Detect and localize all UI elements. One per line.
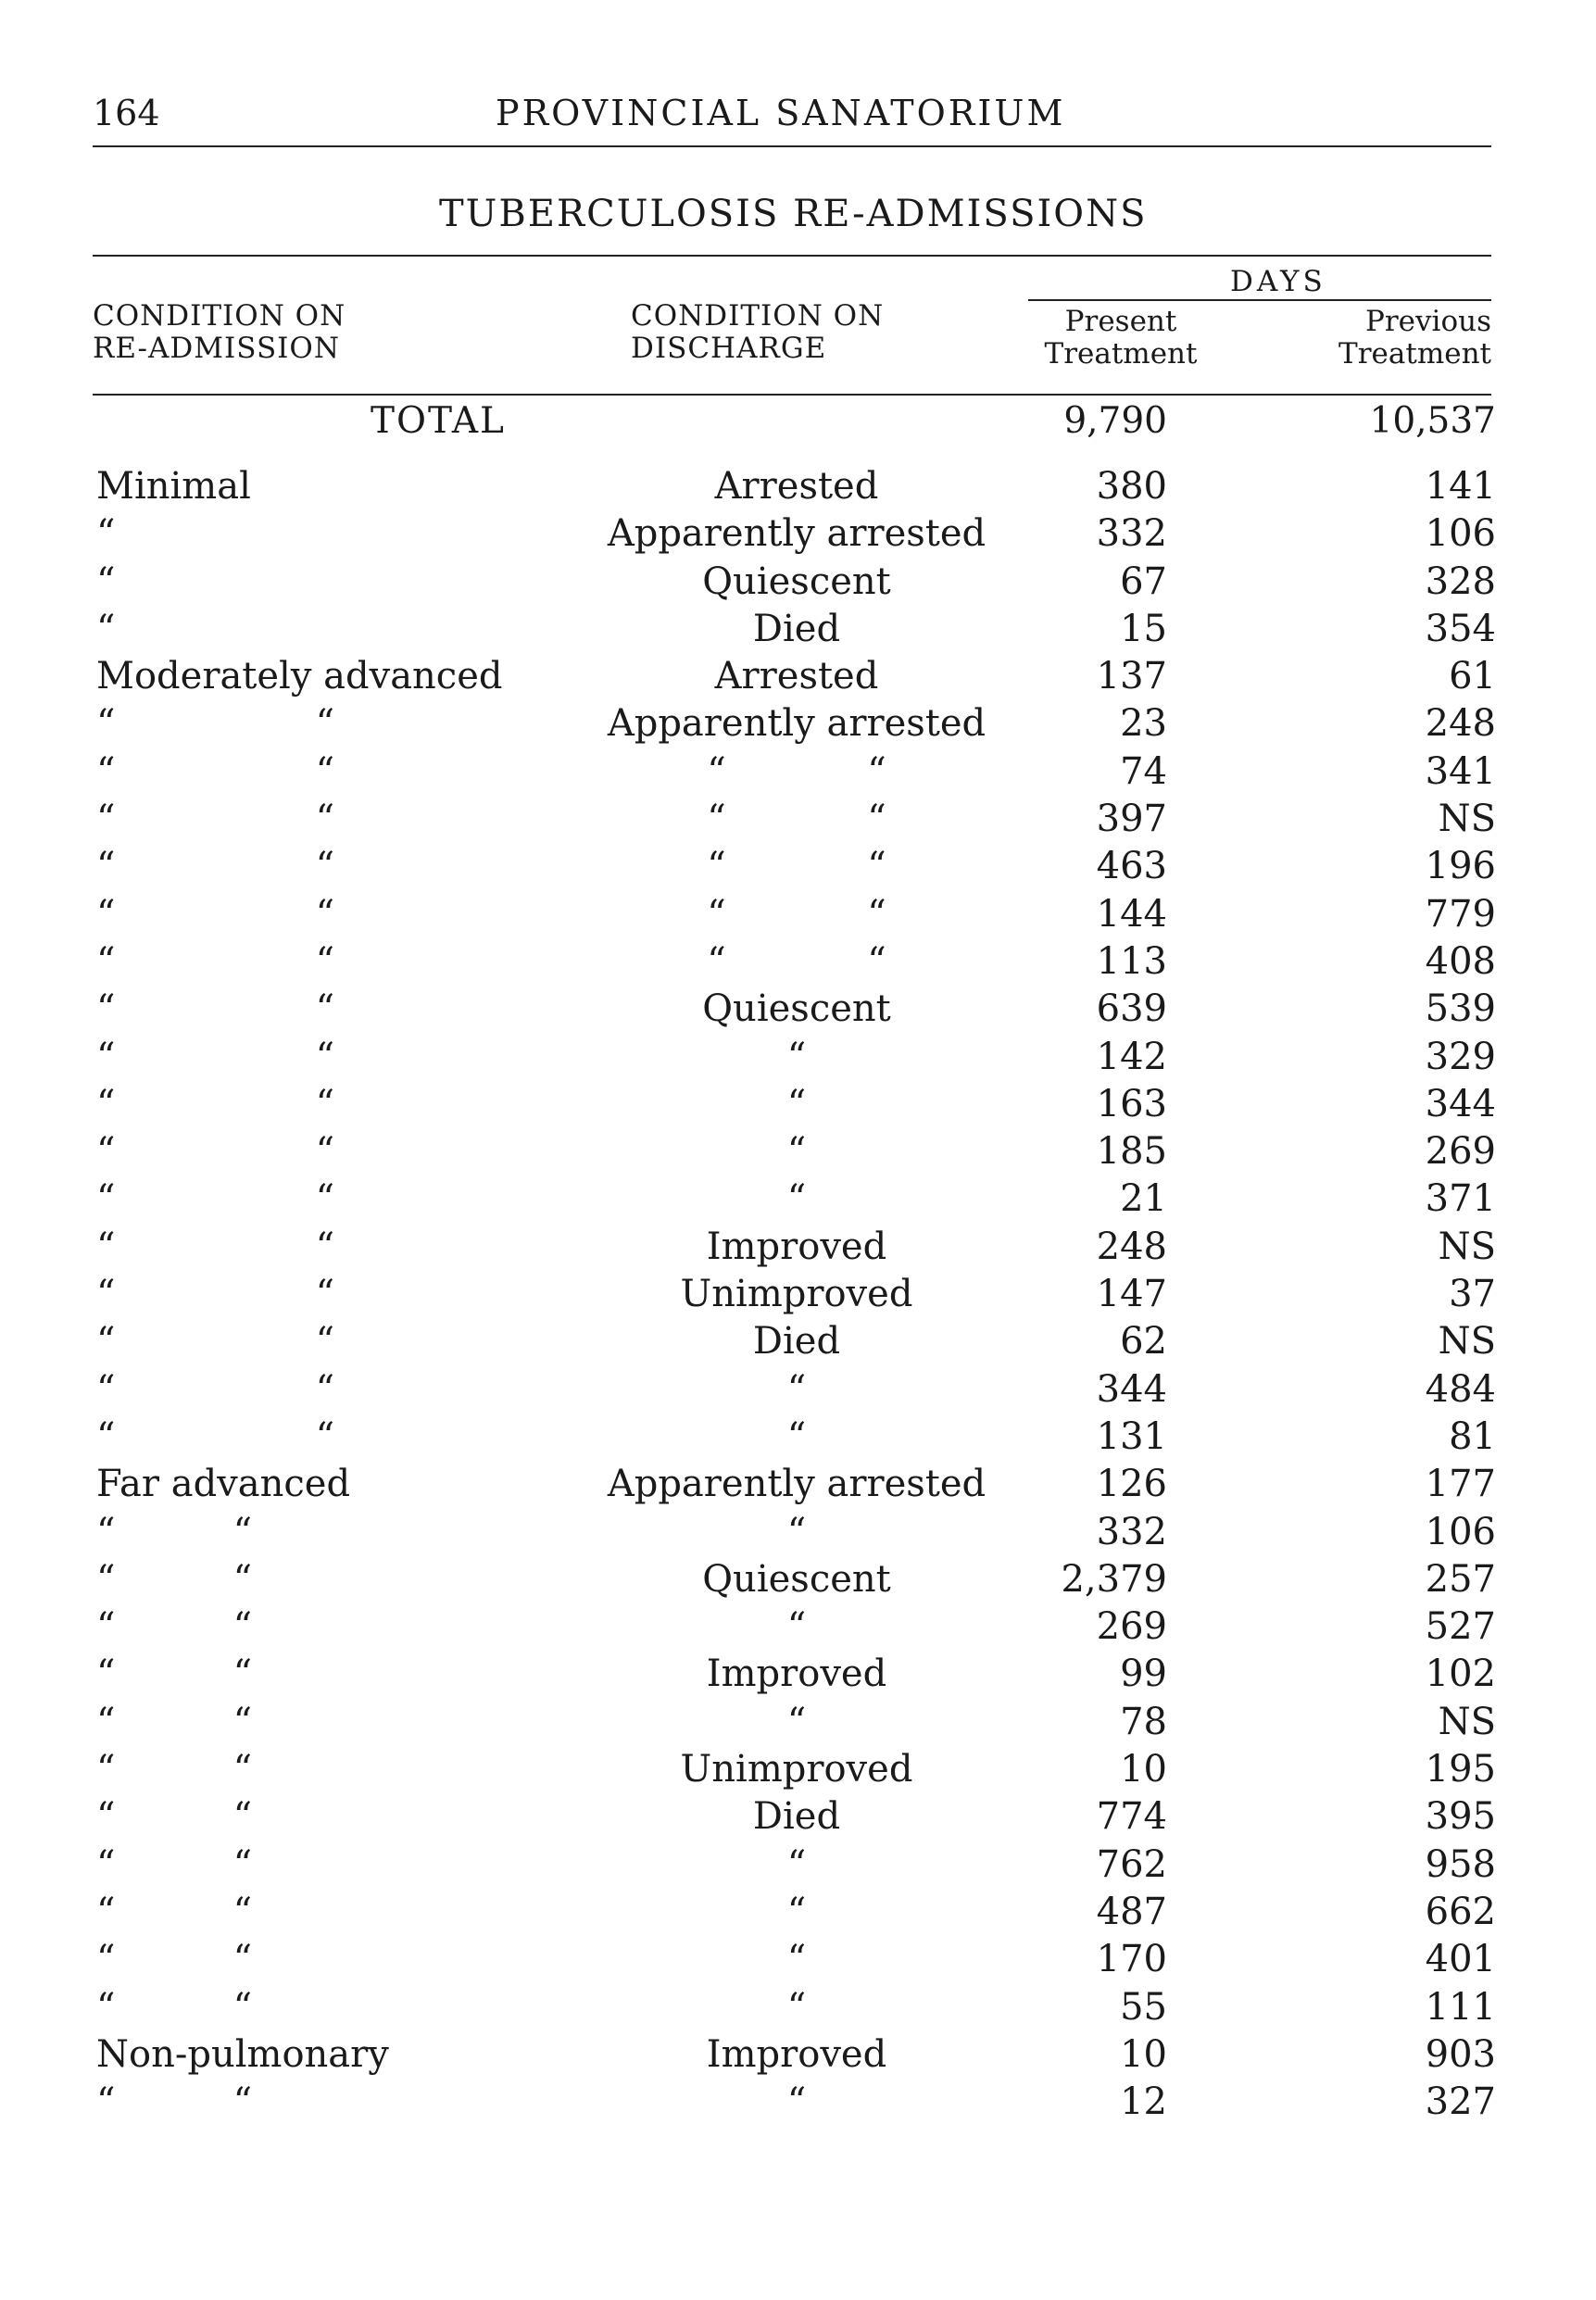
previous-treatment-days: 81 [1449,1414,1496,1458]
table-row [0,700,1596,748]
present-treatment-days: 23 [1120,702,1167,746]
condition-on-discharge: “ “ [707,749,886,793]
previous-treatment-days: 527 [1425,1605,1496,1649]
previous-header-line2: Treatment [1338,337,1491,371]
condition-on-discharge: Arrested [714,655,879,698]
previous-treatment-days: 106 [1425,512,1496,556]
present-treatment-days: 170 [1096,1938,1167,1981]
page-number: 164 [93,93,160,133]
table-row [0,1889,1596,1936]
present-treatment-days: 62 [1120,1320,1167,1364]
condition-on-readmission: “ “ [96,1177,335,1221]
present-treatment-days: 74 [1120,749,1167,793]
present-treatment-days: 113 [1096,939,1167,983]
previous-treatment-days: 327 [1425,2080,1496,2124]
condition-on-discharge: “ “ [707,845,886,888]
present-treatment-days: 269 [1096,1605,1167,1649]
condition-on-readmission: “ “ [96,798,335,841]
running-head [93,93,1491,146]
previous-treatment-days: 401 [1425,1938,1496,1981]
condition-on-discharge: Apparently arrested [607,1463,987,1506]
table-row [0,2031,1596,2079]
condition-on-readmission: “ [96,512,116,556]
present-treatment-days: 332 [1096,512,1167,556]
previous-treatment-days: 354 [1425,607,1496,650]
previous-treatment-days: 61 [1449,655,1496,698]
present-treatment-days: 774 [1096,1795,1167,1839]
table-row [0,606,1596,653]
table-row [0,1984,1596,2031]
present-treatment-days: 131 [1096,1414,1167,1458]
condition-on-discharge: “ [786,1842,807,1886]
previous-treatment-days: NS [1438,798,1496,841]
present-treatment-days: 344 [1096,1367,1167,1411]
condition-on-readmission: “ “ [96,2080,253,2124]
total-present: 9,790 [1063,400,1167,442]
condition-on-readmission: “ “ [96,1320,335,1364]
header-rule [93,145,1491,147]
previous-treatment-days: 408 [1425,939,1496,983]
previous-treatment-days: 329 [1425,1035,1496,1078]
present-treatment-days: 147 [1096,1273,1167,1316]
previous-treatment-days: 196 [1425,845,1496,888]
table-row [0,1318,1596,1365]
condition-on-discharge: “ [786,1890,807,1933]
condition-on-discharge: “ [786,1605,807,1649]
table-row [0,559,1596,606]
present-treatment-days: 248 [1096,1225,1167,1268]
condition-on-discharge: Unimproved [680,1748,913,1791]
condition-on-readmission: “ “ [96,1842,253,1886]
condition-on-discharge: “ [786,1985,807,2029]
condition-on-readmission: “ “ [96,1273,335,1316]
table-row [0,1366,1596,1414]
condition-on-discharge: Died [752,1795,841,1839]
running-title: PROVINCIAL SANATORIUM [496,93,1066,133]
condition-on-discharge: “ [786,2080,807,2124]
condition-on-readmission: “ “ [96,749,335,793]
present-treatment-days: 487 [1096,1890,1167,1933]
condition-on-discharge: Unimproved [680,1273,913,1316]
present-treatment-days: 21 [1120,1177,1167,1221]
previous-header-line1: Previous [1365,305,1491,338]
condition-on-discharge: “ “ [707,892,886,936]
condition-on-discharge: Apparently arrested [607,702,987,746]
present-treatment-days: 67 [1120,559,1167,603]
present-treatment-days: 78 [1120,1700,1167,1743]
present-treatment-days: 10 [1120,2032,1167,2076]
present-treatment-days: 762 [1096,1842,1167,1886]
table-row [0,1793,1596,1841]
present-treatment-days: 2,379 [1061,1557,1167,1601]
condition-on-readmission: “ “ [96,1985,253,2029]
condition-on-discharge: “ [786,1510,807,1553]
discharge-header-line1: CONDITION ON [631,299,885,333]
table-top-rule [93,255,1491,257]
present-treatment-days: 463 [1096,845,1167,888]
table-row [0,1461,1596,1508]
previous-treatment-days: 248 [1425,702,1496,746]
previous-treatment-days: 141 [1425,465,1496,508]
condition-on-discharge: “ “ [707,939,886,983]
condition-on-discharge: “ [786,1367,807,1411]
previous-treatment-days: 341 [1425,749,1496,793]
previous-treatment-days: 328 [1425,559,1496,603]
previous-treatment-days: NS [1438,1700,1496,1743]
present-header-line1: Present [1064,305,1177,338]
table-row [0,1081,1596,1128]
condition-on-readmission: Minimal [96,465,251,508]
table-row [0,1556,1596,1603]
condition-on-readmission: Non-pulmonary [96,2032,389,2076]
previous-treatment-days: 662 [1425,1890,1496,1933]
admission-header-line2: RE-ADMISSION [93,332,340,365]
condition-on-readmission: “ “ [96,939,335,983]
condition-on-readmission: “ “ [96,1035,335,1078]
present-treatment-days: 137 [1096,655,1167,698]
previous-treatment-days: 102 [1425,1653,1496,1696]
table-row [0,1175,1596,1223]
previous-treatment-days: 958 [1425,1842,1496,1886]
total-previous: 10,537 [1369,400,1496,442]
table-row [0,891,1596,938]
table-row [0,1414,1596,1461]
previous-treatment-days: 177 [1425,1463,1496,1506]
present-treatment-days: 332 [1096,1510,1167,1553]
condition-on-readmission: “ “ [96,1510,253,1553]
condition-on-readmission: “ [96,607,116,650]
days-header-rule [1028,299,1491,301]
previous-treatment-days: NS [1438,1225,1496,1268]
present-treatment-days: 163 [1096,1082,1167,1125]
previous-treatment-days: 269 [1425,1130,1496,1174]
table-row [0,510,1596,558]
table-row [0,748,1596,796]
present-treatment-days: 397 [1096,798,1167,841]
condition-on-discharge: “ [786,1082,807,1125]
condition-on-discharge: “ [786,1700,807,1743]
condition-on-readmission: “ “ [96,1795,253,1839]
present-treatment-days: 15 [1120,607,1167,650]
table-row [0,1699,1596,1746]
table-title: TUBERCULOSIS RE-ADMISSIONS [439,193,1148,235]
previous-treatment-days: 37 [1449,1273,1496,1316]
table-body [0,463,1596,2126]
column-header-present [1028,306,1213,371]
present-treatment-days: 144 [1096,892,1167,936]
condition-on-readmission: “ “ [96,1938,253,1981]
previous-treatment-days: 779 [1425,892,1496,936]
header-bottom-rule [93,394,1491,396]
previous-treatment-days: 257 [1425,1557,1496,1601]
table-row [0,1271,1596,1318]
condition-on-readmission: “ “ [96,1557,253,1601]
previous-treatment-days: 484 [1425,1367,1496,1411]
table-row [0,1034,1596,1081]
table-row [0,1841,1596,1889]
condition-on-readmission: “ “ [96,845,335,888]
present-treatment-days: 142 [1096,1035,1167,1078]
condition-on-discharge: Improved [706,1225,887,1268]
condition-on-readmission: “ “ [96,1082,335,1125]
total-label: TOTAL [371,400,506,442]
condition-on-discharge: Quiescent [702,559,891,603]
total-row [0,400,1596,448]
condition-on-readmission: “ “ [96,1890,253,1933]
condition-on-discharge: “ [786,1035,807,1078]
condition-on-discharge: “ [786,1414,807,1458]
condition-on-readmission: “ “ [96,1225,335,1268]
table-row [0,938,1596,986]
admission-header-line1: CONDITION ON [93,299,346,333]
condition-on-discharge: “ [786,1130,807,1174]
condition-on-readmission: Far advanced [96,1463,351,1506]
condition-on-discharge: Apparently arrested [607,512,987,556]
previous-treatment-days: 106 [1425,1510,1496,1553]
table-row [0,653,1596,700]
condition-on-readmission: “ “ [96,1130,335,1174]
present-treatment-days: 185 [1096,1130,1167,1174]
condition-on-discharge: “ [786,1938,807,1981]
condition-on-readmission: “ “ [96,1605,253,1649]
condition-on-readmission: “ “ [96,892,335,936]
table-row [0,1509,1596,1556]
previous-treatment-days: 344 [1425,1082,1496,1125]
table-row [0,986,1596,1033]
column-header-discharge [631,300,884,365]
condition-on-readmission: “ “ [96,1748,253,1791]
present-treatment-days: 380 [1096,465,1167,508]
condition-on-readmission: “ [96,559,116,603]
table-row [0,843,1596,890]
table-row [0,463,1596,510]
table-row [0,2079,1596,2126]
present-treatment-days: 639 [1096,987,1167,1031]
table-row [0,1224,1596,1271]
condition-on-discharge: Quiescent [702,987,891,1031]
column-header-previous [1306,306,1491,371]
condition-on-discharge: Arrested [714,465,879,508]
condition-on-readmission: “ “ [96,1367,335,1411]
previous-treatment-days: 371 [1425,1177,1496,1221]
previous-treatment-days: 195 [1425,1748,1496,1791]
column-header-admission [93,300,346,365]
present-treatment-days: 10 [1120,1748,1167,1791]
previous-treatment-days: 111 [1425,1985,1496,2029]
table-row [0,1603,1596,1651]
present-treatment-days: 99 [1120,1653,1167,1696]
condition-on-discharge: Improved [706,1653,887,1696]
condition-on-readmission: “ “ [96,1700,253,1743]
condition-on-discharge: Improved [706,2032,887,2076]
previous-treatment-days: NS [1438,1320,1496,1364]
table-row [0,1936,1596,1983]
present-header-line2: Treatment [1044,337,1198,371]
table-row [0,1128,1596,1175]
previous-treatment-days: 395 [1425,1795,1496,1839]
condition-on-readmission: Moderately advanced [96,655,503,698]
present-treatment-days: 12 [1120,2080,1167,2124]
present-treatment-days: 55 [1120,1985,1167,2029]
present-treatment-days: 126 [1096,1463,1167,1506]
condition-on-readmission: “ “ [96,1414,335,1458]
table-row [0,796,1596,843]
table-row [0,1651,1596,1698]
condition-on-discharge: “ [786,1177,807,1221]
days-header: DAYS [1230,265,1326,298]
condition-on-discharge: Quiescent [702,1557,891,1601]
discharge-header-line2: DISCHARGE [631,332,827,365]
condition-on-discharge: “ “ [707,798,886,841]
condition-on-readmission: “ “ [96,987,335,1031]
previous-treatment-days: 903 [1425,2032,1496,2076]
condition-on-readmission: “ “ [96,1653,253,1696]
condition-on-readmission: “ “ [96,702,335,746]
previous-treatment-days: 539 [1425,987,1496,1031]
condition-on-discharge: Died [752,1320,841,1364]
table-row [0,1746,1596,1793]
condition-on-discharge: Died [752,607,841,650]
